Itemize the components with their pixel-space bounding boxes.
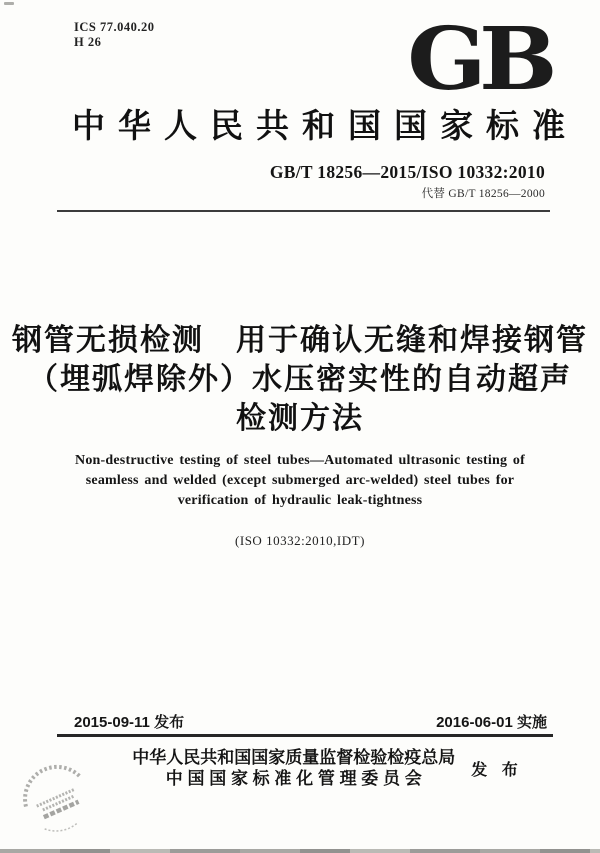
ics-block — [74, 20, 154, 50]
issuer-line-sac: 中 国 国 家 标 准 化 管 理 委 员 会 — [165, 769, 422, 788]
chinese-title-line: 检测方法 — [236, 402, 364, 435]
chinese-title-line: （埋弧焊除外）水压密实性的自动超声 — [28, 363, 572, 396]
issuer-row — [55, 747, 600, 789]
gb-logo: GB — [407, 9, 550, 110]
issue-date: 2015-09-11 发布 — [74, 714, 185, 731]
classification-code: H 26 — [74, 35, 102, 49]
issuer-block — [132, 747, 455, 789]
replaces-note: 代替 GB/T 18256—2000 — [421, 188, 545, 200]
standard-number: GB/T 18256—2015/ISO 10332:2010 — [269, 162, 545, 182]
header-divider — [57, 210, 550, 212]
english-title-line: verification of hydraulic leak-tightness — [177, 493, 423, 508]
publish-label: 发 布 — [471, 761, 523, 779]
scan-artifact-bottom — [0, 849, 600, 853]
chinese-title-line: 钢管无损检测 用于确认无缝和焊接钢管 — [12, 324, 588, 357]
english-title — [55, 451, 545, 511]
issuer-line-aqsiq: 中华人民共和国国家质量监督检验检疫总局 — [132, 748, 456, 767]
english-title-line: seamless and welded (except submerged arc-welded) steel tubes for — [85, 473, 515, 488]
national-standard-heading: 中华人民共和国国家标准 — [72, 109, 578, 145]
dates-row — [74, 711, 547, 732]
ics-code: ICS 77.040.20 — [74, 20, 155, 34]
implementation-date: 2016-06-01 实施 — [436, 714, 547, 731]
iso-equivalence-note: (ISO 10332:2010,IDT) — [235, 533, 365, 548]
chinese-title — [0, 321, 600, 438]
standard-number-block — [270, 162, 545, 201]
english-title-line: Non-destructive testing of steel tubes—Automated ultrasonic testing of — [75, 453, 525, 468]
scan-artifact-top — [4, 2, 14, 5]
footer-divider — [57, 734, 553, 737]
